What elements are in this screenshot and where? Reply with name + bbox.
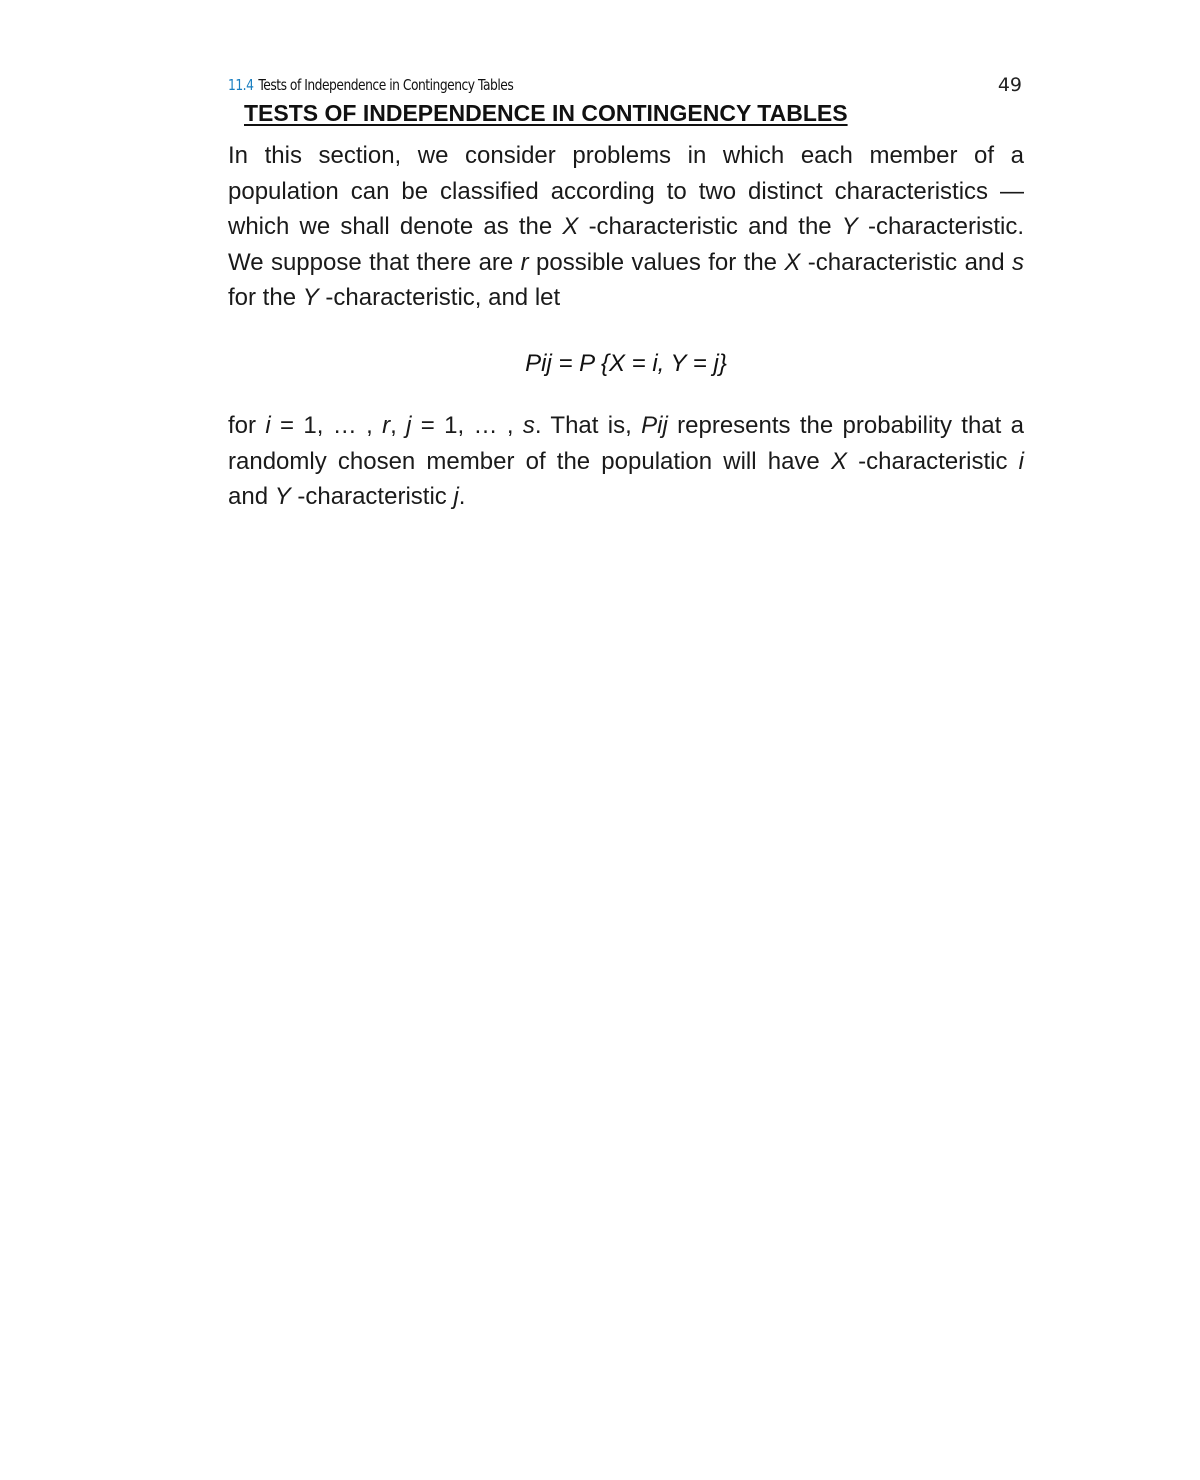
text-run: = 1, … ,	[411, 412, 523, 439]
text-run: for	[228, 412, 266, 439]
paragraph-definition	[228, 408, 1024, 515]
math-var: r	[382, 412, 391, 439]
paragraph-intro	[228, 138, 1024, 316]
text-run: .	[458, 483, 466, 510]
text-run: -characteristic. We suppose that there are	[228, 213, 1024, 276]
section-number: 11.4	[228, 76, 254, 94]
text-run: -characteristic, and let	[318, 284, 561, 311]
math-var: X	[784, 248, 801, 276]
running-header-left	[228, 76, 513, 94]
math-var: s	[522, 412, 535, 439]
math-var: j	[453, 483, 459, 510]
text-run: represents the probability that a randomly chosen member of the population will have	[228, 412, 1025, 475]
text-run: ,	[390, 412, 407, 439]
text-run: -characteristic and the	[578, 213, 842, 240]
text-run: possible values for the	[528, 248, 785, 276]
text-run: for the	[228, 284, 303, 311]
math-var: Y	[274, 483, 291, 510]
math-var: r	[520, 248, 529, 276]
math-var: Y	[302, 284, 319, 311]
text-run: In this section, we consider problems in which each member of a population can be classified according to two distinct characteristics — which we shall denote as the	[228, 142, 1024, 240]
math-var: i	[1018, 447, 1025, 475]
display-equation: Pij = P {X = i, Y = j}	[525, 350, 727, 377]
math-var: i	[265, 412, 271, 439]
section-title: TESTS OF INDEPENDENCE IN CONTINGENCY TABLES	[244, 100, 848, 126]
math-var: Y	[841, 213, 858, 240]
page-number: 49	[997, 74, 1022, 96]
text-run: -characteristic	[846, 447, 1019, 475]
text-run: -characteristic	[290, 483, 454, 510]
math-var: s	[1012, 248, 1024, 276]
text-run: . That is,	[534, 412, 642, 439]
text-run: and	[228, 483, 275, 510]
text-run: = 1, … ,	[270, 412, 383, 439]
text-run: -characteristic and	[800, 248, 1012, 276]
running-header-title: Tests of Independence in Contingency Tables	[258, 76, 514, 94]
running-header	[228, 74, 1024, 100]
math-var: j	[406, 412, 412, 439]
math-var: X	[830, 447, 847, 475]
math-var: Pij	[641, 412, 668, 439]
math-var: X	[562, 213, 579, 240]
